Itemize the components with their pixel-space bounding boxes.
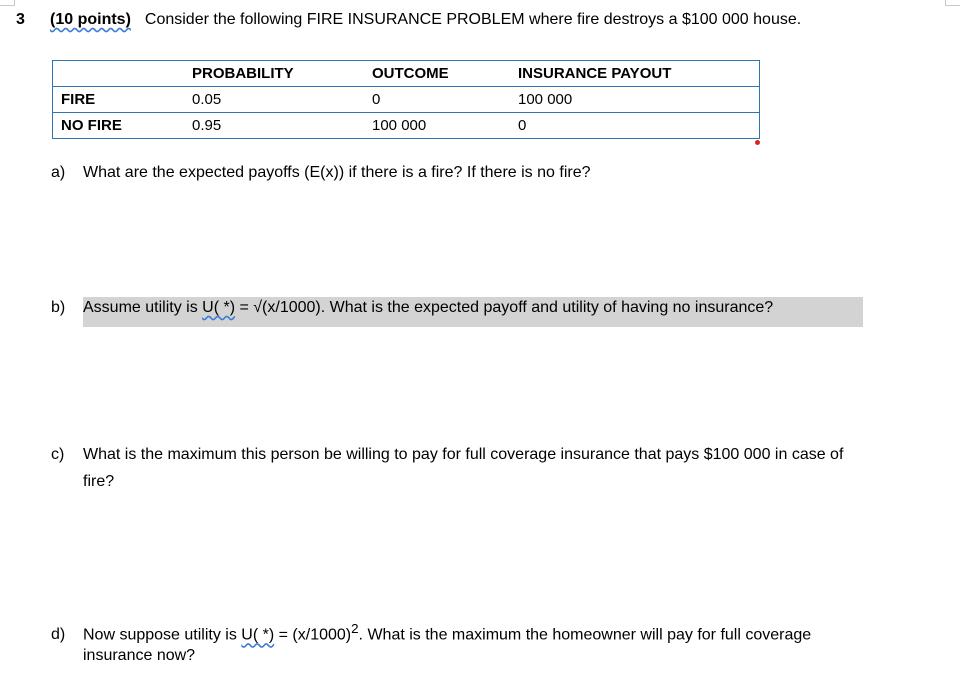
part-b — [51, 297, 863, 327]
table-header: PROBABILITY — [192, 65, 294, 82]
part-b-label: b) — [51, 299, 66, 316]
table-cell: 0.05 — [192, 91, 222, 108]
table-cell: 100 000 — [372, 117, 427, 134]
table-row — [53, 87, 760, 113]
question-points: (10 points) — [50, 11, 131, 28]
part-d-text-post2: . What is the maximum the homeowner will pay for full coverage — [358, 626, 812, 644]
table-header: INSURANCE PAYOUT — [518, 65, 672, 82]
table-cell: 0.95 — [192, 117, 222, 134]
utility-function: U( *) — [241, 626, 275, 644]
table-header — [53, 61, 185, 87]
table-header: OUTCOME — [372, 65, 449, 82]
part-b-text-post: = √(x/1000). What is the expected payoff and utility of having no insurance? — [235, 299, 774, 316]
part-a-text: What are the expected payoffs (E(x)) if there is a fire? If there is no fire? — [83, 164, 591, 181]
red-marker-dot — [755, 140, 760, 145]
utility-function: U( *) — [202, 299, 236, 316]
table-cell: 0 — [518, 117, 527, 134]
question-number: 3 — [16, 11, 25, 28]
exponent: 2 — [351, 621, 359, 636]
part-d-text-pre: Now suppose utility is — [83, 626, 242, 644]
question-intro: Consider the following FIRE INSURANCE PROBLEM where fire destroys a $100 000 house. — [144, 11, 802, 28]
part-d — [51, 621, 811, 644]
part-a-label: a) — [51, 164, 66, 181]
page-corner-right — [945, 0, 960, 6]
table-cell: 100 000 — [518, 91, 573, 108]
row-label: FIRE — [61, 91, 96, 108]
part-d-label: d) — [51, 626, 66, 644]
part-b-text-pre: Assume utility is — [83, 299, 203, 316]
table-header-row — [53, 61, 760, 87]
part-c-continuation: fire? — [83, 473, 115, 490]
part-c — [51, 446, 843, 464]
table-cell: 0 — [372, 91, 381, 108]
part-a — [51, 164, 591, 182]
table-row — [53, 113, 760, 139]
fire-insurance-table — [52, 60, 760, 139]
question-heading — [16, 11, 801, 29]
page-corner-left — [0, 0, 15, 6]
part-c-label: c) — [51, 446, 65, 463]
part-c-text: What is the maximum this person be willing to pay for full coverage insurance that pays $100 000 in case of — [83, 446, 844, 463]
part-d-continuation: insurance now? — [83, 647, 196, 664]
part-d-text-post1: = (x/1000) — [274, 626, 352, 644]
row-label: NO FIRE — [61, 117, 122, 134]
part-b-highlight — [83, 297, 863, 327]
